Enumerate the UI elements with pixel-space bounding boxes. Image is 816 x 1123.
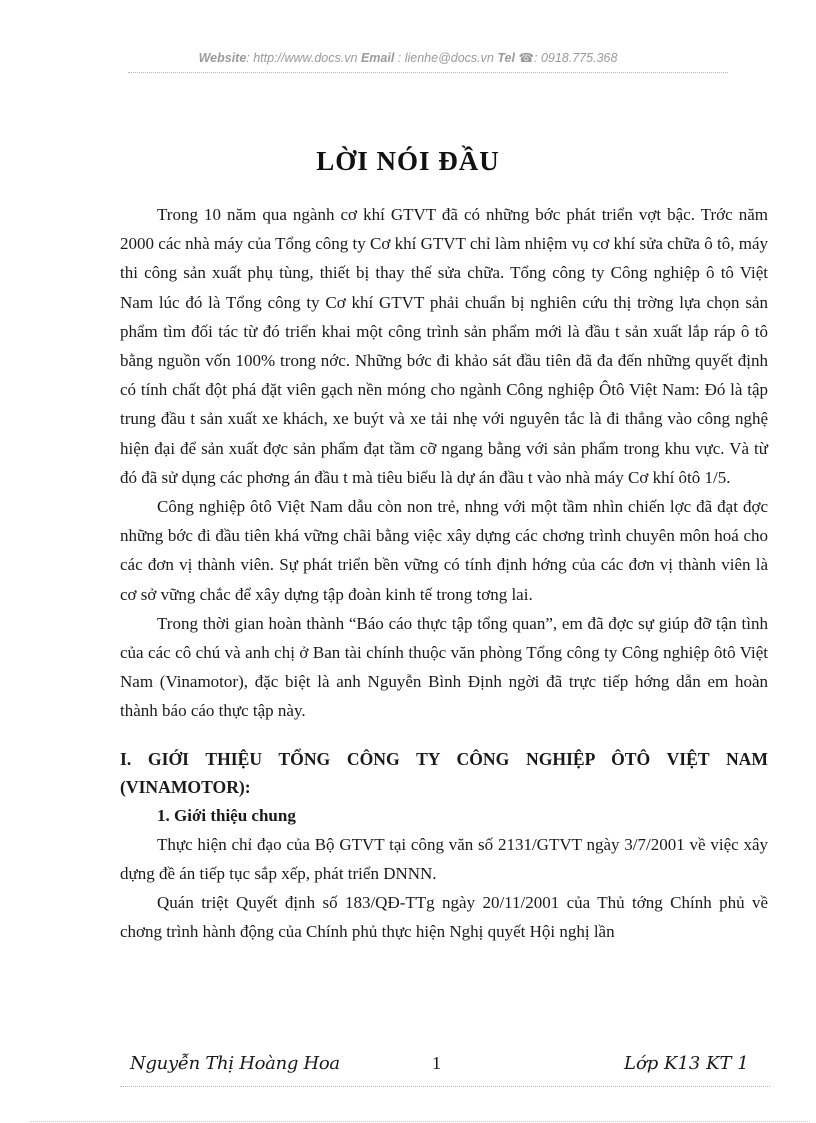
intro-paragraph-3: Trong thời gian hoàn thành “Báo cáo thực tập tổng quan”, em đã đợc sự giúp đỡ tận tình của các cô chú và anh chị ở Ban tài chính thuộc văn phòng Tổng công ty Công nghiệp ôtô Việt Nam (Vinamotor), đặc biệt là anh Nguyễn Bình Định ngời đã trực tiếp hớng dẫn em hoàn thành báo cáo thực tập này. <box>120 613 768 721</box>
footer-divider <box>120 1086 770 1087</box>
bottom-border <box>30 1121 810 1122</box>
tel-value: ☎: 0918.775.368 <box>518 51 618 65</box>
email-label: Email <box>360 51 395 65</box>
page-header <box>0 50 816 65</box>
footer-author: Nguyễn Thị Hoàng Hoa <box>130 1053 340 1074</box>
website-label: Website <box>198 51 247 65</box>
footer-class: Lớp K13 KT 1 <box>624 1053 749 1074</box>
header-divider <box>128 72 728 73</box>
section-heading: I. GIỚI THIỆU TỔNG CÔNG TY CÔNG NGHIỆP ÔTÔ VIỆT NAM (VINAMOTOR): <box>120 748 768 797</box>
email-value: : lienhe@docs.vn <box>397 51 494 65</box>
page-footer <box>0 1053 816 1083</box>
page-number: 1 <box>432 1053 441 1073</box>
document-body <box>120 200 768 947</box>
section-paragraph-1: Thực hiện chỉ đạo của Bộ GTVT tại công văn số 2131/GTVT ngày 3/7/2001 về việc xây dựng đề án tiếp tục sắp xếp, phát triển DNNN. <box>120 834 768 884</box>
tel-label: Tel <box>497 51 515 65</box>
section-paragraph-2: Quán triệt Quyết định số 183/QĐ-TTg ngày 20/11/2001 của Thủ tớng Chính phủ về chơng trình hành động của Chính phủ thực hiện Nghị quyết Hội nghị lần <box>120 893 768 942</box>
intro-paragraph-1: Trong 10 năm qua ngành cơ khí GTVT đã có những bớc phát triển vợt bậc. Trớc năm 2000 các nhà máy của Tổng công ty Cơ khí GTVT chỉ làm nhiệm vụ cơ khí sửa chữa ô tô, máy thi công sản xuất phụ tùng, thiết bị thay thế sửa chữa. Tổng công ty Công nghiệp ô tô Việt Nam lúc đó là Tổng công ty Cơ khí GTVT phải chuẩn bị nghiên cứu thị trờng lựa chọn sản phẩm tìm đối tác từ đó triển khai một công trình sản phẩm mới là đầu t sản xuất lắp ráp ô tô bằng nguồn vốn 100% trong nớc. Những bớc đi khảo sát đầu tiên đã đa đến những quyết định có tính chất đột phá đặt viên gạch nền móng cho ngành Công nghiệp Ôtô Việt Nam: Đó là tập trung đầu t sản xuất xe khách, xe buýt và xe tải nhẹ với nguyên tắc là đi thẳng vào công nghệ hiện đại để sản xuất đợc sản phẩm đạt tầm cỡ ngang bằng với sản phẩm trong khu vực. Và từ đó đã sử dụng các phơng án đầu t mà tiêu biểu là dự án đầu t vào nhà máy Cơ khí ôtô 1/5. <box>120 205 768 487</box>
intro-paragraph-2: Công nghiệp ôtô Việt Nam dẫu còn non trẻ, nhng với một tầm nhìn chiến lợc đã đạt đợc những bớc đi đầu tiên khá vững chãi bằng việc xây dựng các chơng trình chuyên môn hoá cho các đơn vị thành viên. Sự phát triển bền vững có tính định hớng của các đơn vị thành viên là cơ sở vững chắc để xây dựng tập đoàn kinh tế trong tơng lai. <box>120 497 768 604</box>
subsection-heading: 1. Giới thiệu chung <box>157 805 296 825</box>
page-title: LỜI NÓI ĐẦU <box>316 146 500 176</box>
website-value: : http://www.docs.vn <box>246 51 358 65</box>
